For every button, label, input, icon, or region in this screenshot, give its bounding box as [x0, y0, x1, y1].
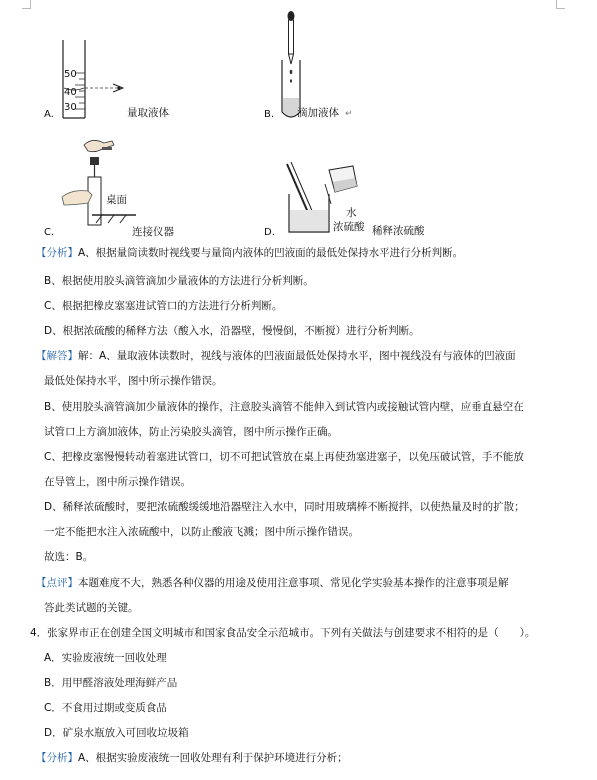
analysis-line-d: D、根据浓硫酸的稀释方法（酸入水，沿器壁，慢慢倒，不断搅）进行分析判断。 — [44, 325, 420, 337]
answer-line-b1: B、使用胶头滴管滴加少量液体的操作，注意胶头滴管不能伸入到试管内或接触试管内壁，应垂直悬空在 — [44, 401, 524, 413]
figure-d-option: D. — [264, 227, 275, 238]
answer-line-d2: 一定不能把水注入浓硫酸中，以防止酸液飞溅；图中所示操作错误。 — [44, 526, 359, 538]
analysis4-tag: 【分析】 — [36, 752, 78, 764]
figure-d-water-label: 水 — [346, 207, 357, 219]
answer-line-a2: 最低处保持水平，图中所示操作错误。 — [44, 375, 223, 387]
answer-choice: 故选：B。 — [44, 551, 94, 563]
analysis4-line-a — [36, 751, 348, 765]
figure-c-option: C. — [44, 227, 55, 238]
figure-c-stopper-test-tube — [58, 135, 138, 227]
question4-option-c: C．不食用过期或变质食品 — [44, 702, 167, 714]
corner-mark-top-right — [556, 0, 565, 9]
question4-option-d: D．矿泉水瓶放入可回收垃圾箱 — [44, 727, 189, 739]
figure-c-caption: 连接仪器 — [132, 226, 174, 238]
figure-a-scale-50: 50 — [64, 69, 77, 80]
analysis-line-b: B、根据使用胶头滴管滴加少量液体的方法进行分析判断。 — [44, 275, 314, 287]
answer-line-b2: 试管口上方滴加液体，防止污染胶头滴管，图中所示操作正确。 — [44, 426, 338, 438]
question4-option-b: B．用甲醛溶液处理海鲜产品 — [44, 677, 178, 689]
figure-b-option: B. — [264, 109, 275, 120]
answer-line-d1: D、稀释浓硫酸时，要把浓硫酸缓缓地沿器壁注入水中，同时用玻璃棒不断搅拌，以使热量及时的扩散； — [44, 501, 525, 513]
figure-d-acid-label: 浓硫酸 — [333, 221, 365, 233]
comment-l1-text: 本题难度不大，熟悉各种仪器的用途及使用注意事项、常见化学实验基本操作的注意事项是解 — [78, 577, 509, 589]
comment-tag: 【点评】 — [36, 577, 78, 589]
figure-b-caption: 滴加液体 — [297, 107, 339, 119]
figure-a-caption: 量取液体 — [127, 107, 169, 119]
analysis-tag: 【分析】 — [36, 247, 78, 259]
answer-line-c2: 在导管上，图中所示操作错误。 — [44, 476, 191, 488]
analysis-line-c: C、根据把橡皮塞塞进试管口的方法进行分析判断。 — [44, 300, 283, 312]
figure-a-scale-30: 30 — [64, 102, 77, 113]
figure-b-end-mark: ↵ — [345, 109, 353, 119]
answer-line-c1: C、把橡皮塞慢慢转动着塞进试管口，切不可把试管放在桌上再使劲塞进塞子，以免压破试管，手不能放 — [44, 451, 524, 463]
analysis4-a-text: A、根据实验废液统一回收处理有利于保护环境进行分析； — [78, 752, 348, 764]
figure-a-option: A. — [44, 109, 54, 120]
answer-a1-text: 解：A、量取液体读数时，视线与液体的凹液面最低处保持水平，图中视线没有与液体的凹液面 — [78, 350, 516, 362]
answer-line-a1 — [36, 349, 516, 363]
figure-c-desk-label: 桌面 — [106, 194, 127, 206]
corner-mark-top-left — [22, 0, 31, 9]
question4-stem: 4．张家界市正在创建全国文明城市和国家食品安全示范城市。下列有关做法与创建要求不相符的是（ ）。 — [30, 627, 536, 639]
figure-d-caption: 稀释浓硫酸 — [372, 225, 425, 237]
analysis-line-a — [36, 246, 463, 260]
comment-line-2: 答此类试题的关键。 — [44, 602, 139, 614]
figure-a-scale-40: 40 — [64, 87, 77, 98]
analysis-a-text: A、根据量筒读数时视线要与量筒内液体的凹液面的最低处保持水平进行分析判断。 — [78, 247, 464, 259]
answer-tag: 【解答】 — [36, 350, 78, 362]
comment-line-1 — [36, 576, 509, 590]
question4-option-a: A．实验废液统一回收处理 — [44, 652, 167, 664]
